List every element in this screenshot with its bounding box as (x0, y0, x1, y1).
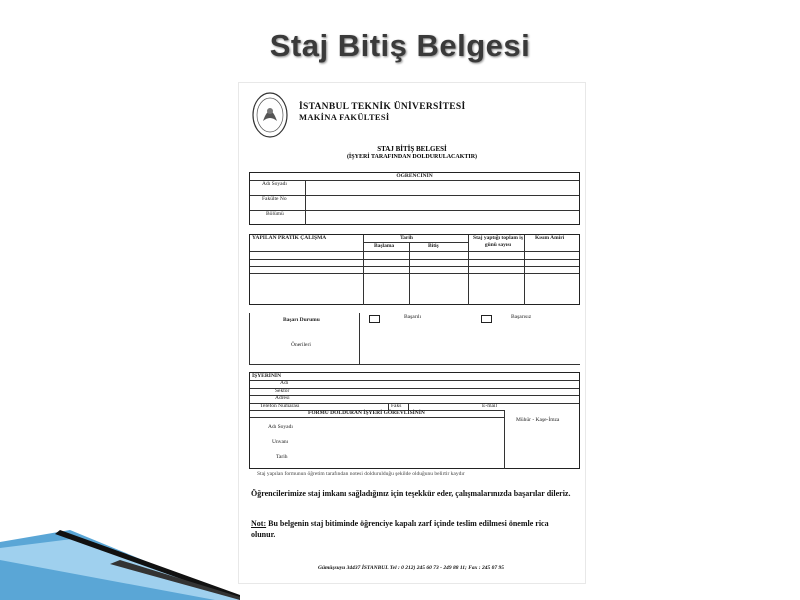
start-col-label: Başlama (374, 243, 395, 249)
success-label: Başarılı (404, 314, 422, 320)
student-heading: ÖĞRENCİNİN (396, 173, 433, 179)
date-col-label: Tarih (400, 235, 413, 241)
document-subtitle: (İŞYERİ TARAFINDAN DOLDURULACAKTIR) (346, 154, 478, 160)
email-label: E-mail (482, 403, 497, 409)
corner-decoration (0, 500, 240, 600)
note-text: Bu belgenin staj bitiminde öğrenciye kapalı zarf içinde teslim edilmesi önemle rica olunur. (251, 519, 549, 539)
fax-label: Faks (391, 403, 402, 409)
official-date-label: Tarih (276, 454, 288, 460)
chief-col-label: Kısım Amiri (535, 235, 565, 241)
work-table (249, 234, 580, 305)
end-col-label: Bitiş (428, 243, 439, 249)
status-label: Başarı Durumu (283, 317, 320, 323)
phone-label: Telefon Numarası (260, 403, 300, 409)
thanks-text: Öğrencilerimize staj imkanı sağladığınız için teşekkür eder, çalışmalarınızda başarılar dileriz. (251, 489, 571, 498)
document-title: STAJ BİTİŞ BELGESİ (377, 145, 447, 153)
student-number-label: Fakülte No (262, 196, 287, 202)
days-col-label: Staj yaptığı toplam iş günü sayısı (473, 235, 523, 248)
slide-title: Staj Bitiş Belgesi (269, 28, 531, 63)
delivery-note (251, 518, 571, 540)
employer-sector-label: Sektör (275, 388, 290, 394)
success-checkbox[interactable] (369, 315, 380, 323)
failure-label: Başarısız (511, 314, 532, 320)
note-label: Not: (251, 519, 267, 528)
employer-heading: İŞYERİNİN (252, 373, 282, 379)
student-table (249, 172, 580, 225)
student-name-label: Adı Soyadı (262, 181, 287, 187)
student-department-label: Bölümü (266, 211, 284, 217)
employer-name-label: Adı (280, 380, 289, 386)
failure-checkbox[interactable] (481, 315, 492, 323)
university-seal-icon (251, 91, 289, 139)
university-name: İSTANBUL TEKNİK ÜNİVERSİTESİ (299, 102, 466, 112)
employer-address-label: Adresi (275, 395, 290, 401)
work-col-label: YAPILAN PRATİK ÇALIŞMA (252, 235, 327, 241)
faculty-name: MAKİNA FAKÜLTESİ (299, 112, 390, 122)
faculty-address: Gümüşsuyu 34437 İSTANBUL Tel : 0 212) 245 60 73 - 249 88 11; Fax : 245 07 95 (318, 565, 504, 571)
official-heading: FORMU DOLDURAN İŞYERİ GÖREVLİSİNİN (308, 410, 425, 416)
employer-table (249, 372, 580, 469)
document-page (238, 82, 586, 584)
official-name-label: Adı Soyadı (268, 424, 293, 430)
notes-label: Önerileri (291, 342, 311, 348)
footer-note: Staj yapılan formunun öğretim tarafından notesi doldurulduğu şekilde olduğunu belirtir kaydır (257, 471, 465, 477)
seal-label: Mühür - Kaşe-İmza (516, 417, 560, 423)
official-title-label: Unvanı (272, 439, 289, 445)
